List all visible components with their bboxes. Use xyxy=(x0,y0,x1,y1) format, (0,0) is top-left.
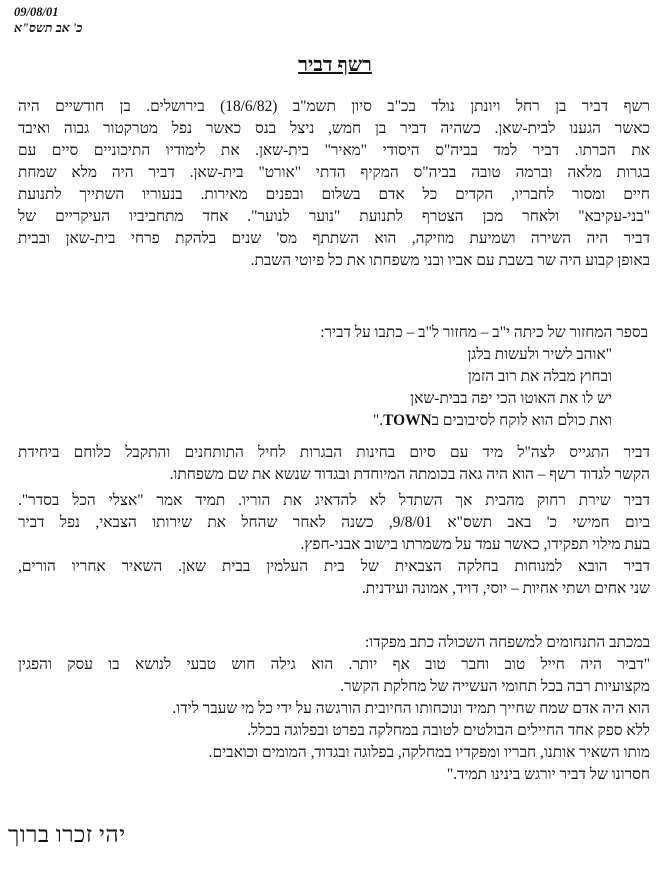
poem-last-verse-text: ואת כולם הוא לוקח לסיבובים ב xyxy=(431,412,612,429)
date-gregorian: 09/08/01 xyxy=(14,5,59,19)
page-title: רשף דביר xyxy=(298,54,372,76)
letter-line: ללא ספק אחד החיילים הבולטים לטובה במחלקה בפרט ובפלוגה בכלל. xyxy=(247,722,650,739)
yearbook-poem xyxy=(40,322,648,432)
army-paragraph xyxy=(18,442,650,486)
service-paragraph xyxy=(18,490,650,600)
letter-line: הוא היה אדם שמח שחייך תמיד ונוכחותו החיובית הורגשה על ידי כל מי שעבר לידו. xyxy=(172,700,650,717)
service-line: ביום חמישי כ' באב תשס"א 9/8/01, כשנה לאחר שהחל את שירותו הצבאי, נפל דביר xyxy=(18,514,651,531)
letter-line: חסרונו של דביר יורגש בינינו תמיד." xyxy=(446,766,650,783)
army-line: דביר התגייס לצה"ל מיד עם סיום בחינות הבגרות לחיל התותחנים והתקבל כלוחם ביחידת xyxy=(18,444,650,461)
bio-line: חיים ומסור לחבריו, הקדים כל אדם בשלום ובפנים מאירות. בנעוריו השתייך לתנועת xyxy=(18,186,650,203)
poem-intro: בספר המחזור של כיתה י"ב – מחזור ל"ב – כתבו על דביר: xyxy=(320,324,648,341)
condolence-letter-paragraph xyxy=(18,632,650,786)
date-hebrew: כ' אב תשס"א xyxy=(14,21,83,35)
service-line: שני אחים ושתי אחיות – יוסי, דויד, אמונה ועידנית. xyxy=(361,580,650,597)
poem-last-verse xyxy=(40,410,612,432)
letter-line: מותו השאיר אותנו, חבריו ומפקדיו במחלקה, בפלוגה ובגדוד, המומים וכואבים. xyxy=(208,744,650,761)
service-line: בעת מילוי תפקידו, כאשר עמד על משמרתו בישוב אבני-חפץ. xyxy=(300,536,650,553)
biography-paragraph xyxy=(18,96,650,272)
poem-verse: ובחוץ מבלה את רוב הזמן xyxy=(467,368,612,385)
letter-line: מקצועיות רבה בכל תחומי העשייה של מחלקת הקשר. xyxy=(340,678,650,695)
poem-last-verse-latin: TOWN xyxy=(383,412,432,429)
bio-line: רשף דביר בן רחל ויונתן נולד בכ"ב סיון תשמ"ב (18/6/82) בירושלים. בן חודשיים היה xyxy=(18,98,650,115)
letter-line: במכתב התנחומים למשפחה השכולה כתב מפקדו: xyxy=(364,634,650,651)
army-line: הקשר לגדוד רשף – הוא היה גאה בכומתה המיוחדת ובגדוד שנשא את שם משפחתו. xyxy=(169,466,650,483)
letter-line: "דביר היה חייל טוב וחבר טוב אף יותר. הוא גילה חוש טבעי לנושא בו עסק והפגין xyxy=(18,656,650,673)
bio-line: בגרות מלאה וברמה טובה בביה"ס המקיף הדתי "אורט" בית-שאן. דביר היה מלא שמחת xyxy=(18,164,650,181)
poem-verse: "אוהב לשיר ולעשות בלגן xyxy=(467,346,612,363)
bio-line: את הכרתו. דביר למד בביה"ס היסודי "מאיר" בית-שאן. את לימודיו התיכוניים סיים עם xyxy=(18,142,650,159)
closing-blessing: יהי זכרו ברוך xyxy=(8,822,126,847)
service-line: דביר שירת רחוק מהבית אך השתדל לא להדאיג את הוריו. תמיד אמר "אצלי הכל בסדר". xyxy=(18,492,650,509)
date-block xyxy=(14,4,82,36)
poem-last-verse-end: ." xyxy=(373,412,384,429)
bio-line: כאשר הגענו לבית-שאן. כשהיה דביר בן חמש, ניצל בנס כאשר נפל מטרקטור גבוה ואיבד xyxy=(18,120,650,137)
poem-verse: יש לו את האוטו הכי יפה בבית-שאן xyxy=(410,390,612,407)
bio-line: דביר היה השירה ושמיעת מוזיקה, הוא השתתף מס' שנים בלהקת פרחי בית-שאן ובבית xyxy=(18,230,650,247)
bio-line: "בני-עקיבא" ולאחר מכן הצטרף לתנועת "נוער לנוער". אחד מתחביביו העיקריים של xyxy=(18,208,650,225)
bio-line: באופן קבוע היה שר בשבת עם אביו ובני משפחתו את כל פיוטי השבת. xyxy=(250,252,650,269)
service-line: דביר הובא למנוחות בחלקה הצבאית של בית העלמין בבית שאן. השאיר אחריו הורים, xyxy=(18,558,650,575)
